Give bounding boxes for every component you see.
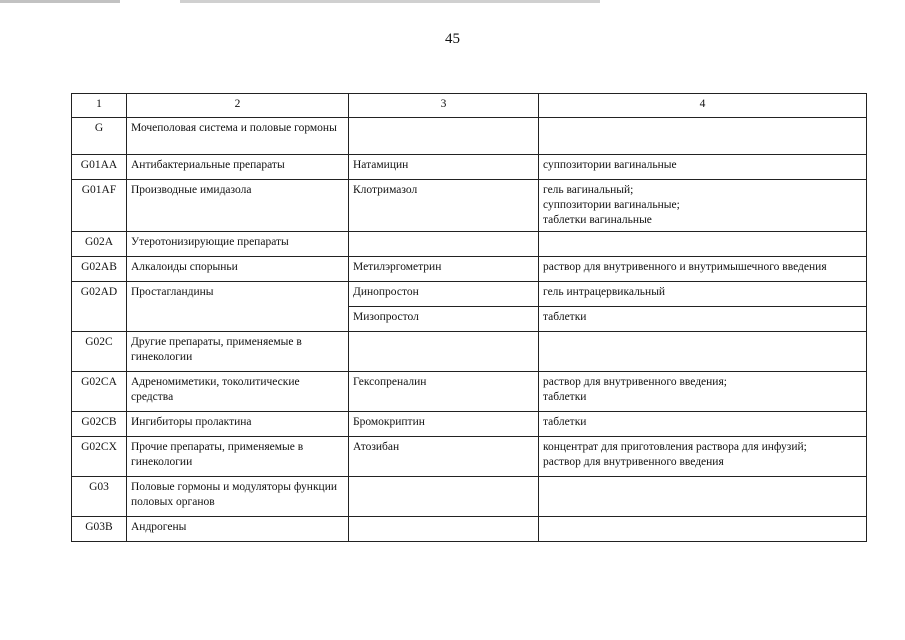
drug-name: Клотримазол <box>349 180 539 232</box>
atc-code: G02C <box>72 332 127 372</box>
drug-name <box>349 118 539 155</box>
atc-code: G01AF <box>72 180 127 232</box>
dosage-forms: таблетки <box>539 307 867 332</box>
dosage-forms: суппозитории вагинальные <box>539 155 867 180</box>
table-row <box>72 517 867 542</box>
table-row <box>72 477 867 517</box>
dosage-forms <box>539 332 867 372</box>
dosage-forms <box>539 232 867 257</box>
group-name: Прочие препараты, применяемые в гинекологии <box>127 437 349 477</box>
table-row <box>72 437 867 477</box>
dosage-forms: концентрат для приготовления раствора для инфузий; раствор для внутривенного введения <box>539 437 867 477</box>
atc-code: G02CA <box>72 372 127 412</box>
table-row <box>72 282 867 307</box>
table-row <box>72 155 867 180</box>
group-name: Производные имидазола <box>127 180 349 232</box>
dosage-forms: гель интрацервикальный <box>539 282 867 307</box>
page-number: 45 <box>445 31 460 47</box>
drug-name: Гексопреналин <box>349 372 539 412</box>
drug-name: Мизопростол <box>349 307 539 332</box>
group-name: Половые гормоны и модуляторы функции половых органов <box>127 477 349 517</box>
drug-name <box>349 332 539 372</box>
atc-code: G <box>72 118 127 155</box>
atc-code: G03B <box>72 517 127 542</box>
group-name: Андрогены <box>127 517 349 542</box>
dosage-forms <box>539 517 867 542</box>
atc-code: G02CX <box>72 437 127 477</box>
column-header: 2 <box>127 94 349 118</box>
group-name: Другие препараты, применяемые в гинекологии <box>127 332 349 372</box>
drug-name: Натамицин <box>349 155 539 180</box>
group-name: Антибактериальные препараты <box>127 155 349 180</box>
dosage-forms: раствор для внутривенного введения; таблетки <box>539 372 867 412</box>
group-name: Адреномиметики, токолитические средства <box>127 372 349 412</box>
drug-name <box>349 517 539 542</box>
dosage-forms: раствор для внутривенного и внутримышечного введения <box>539 257 867 282</box>
table-row <box>72 180 867 232</box>
drug-name <box>349 232 539 257</box>
atc-code: G02CB <box>72 412 127 437</box>
column-header: 1 <box>72 94 127 118</box>
table-row <box>72 118 867 155</box>
dosage-forms <box>539 118 867 155</box>
drug-name: Динопростон <box>349 282 539 307</box>
group-name: Простагландины <box>127 282 349 332</box>
atc-code: G03 <box>72 477 127 517</box>
table-row <box>72 412 867 437</box>
column-header: 3 <box>349 94 539 118</box>
dosage-forms: таблетки <box>539 412 867 437</box>
drug-name: Метилэргометрин <box>349 257 539 282</box>
dosage-forms: гель вагинальный; суппозитории вагинальные; таблетки вагинальные <box>539 180 867 232</box>
group-name: Алкалоиды спорыньи <box>127 257 349 282</box>
drug-classification-table <box>71 93 867 542</box>
table-row <box>72 232 867 257</box>
table-row <box>72 332 867 372</box>
atc-code: G02A <box>72 232 127 257</box>
atc-code: G02AD <box>72 282 127 332</box>
group-name: Мочеполовая система и половые гормоны <box>127 118 349 155</box>
atc-code: G01AA <box>72 155 127 180</box>
header-row <box>72 94 867 118</box>
table-row <box>72 257 867 282</box>
scan-edge-line <box>0 0 905 3</box>
table-row <box>72 372 867 412</box>
group-name: Ингибиторы пролактина <box>127 412 349 437</box>
drug-name: Атозибан <box>349 437 539 477</box>
drug-name: Бромокриптин <box>349 412 539 437</box>
atc-code: G02AB <box>72 257 127 282</box>
drug-name <box>349 477 539 517</box>
dosage-forms <box>539 477 867 517</box>
column-header: 4 <box>539 94 867 118</box>
group-name: Утеротонизирующие препараты <box>127 232 349 257</box>
